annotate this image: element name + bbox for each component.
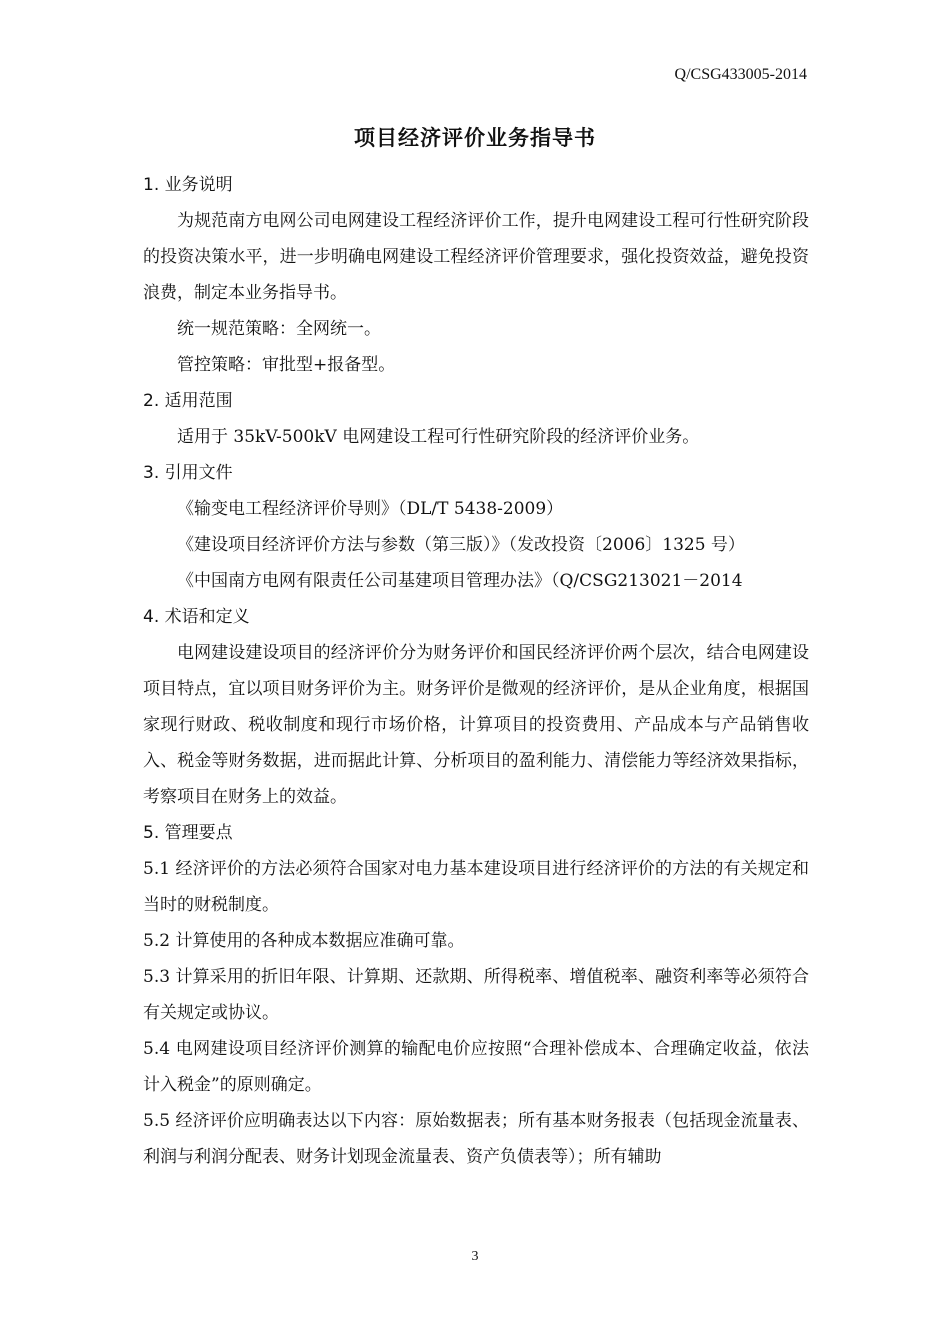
- document-body: [143, 167, 809, 1175]
- paragraph: 适用于 35kV-500kV 电网建设工程可行性研究阶段的经济评价业务。: [177, 427, 700, 447]
- paragraph: 统一规范策略：全网统一。: [177, 319, 381, 339]
- list-item: 5.4 电网建设项目经济评价测算的输配电价应按照“合理补偿成本、合理确定收益，依法计入税金”的原则确定。: [143, 1039, 809, 1095]
- page-number: 3: [471, 1249, 479, 1264]
- paragraph: 管控策略：审批型+报备型。: [177, 355, 396, 375]
- reference-item: 《建设项目经济评价方法与参数（第三版）》（发改投资〔2006〕1325 号）: [177, 535, 745, 555]
- reference-item: 《输变电工程经济评价导则》（DL/T 5438-2009）: [177, 499, 564, 519]
- paragraph: 为规范南方电网公司电网建设工程经济评价工作，提升电网建设工程可行性研究阶段的投资决策水平，进一步明确电网建设工程经济评价管理要求，强化投资效益，避免投资浪费，制定本业务指导书。: [143, 211, 809, 303]
- list-item: 5.1 经济评价的方法必须符合国家对电力基本建设项目进行经济评价的方法的有关规定和当时的财税制度。: [143, 859, 809, 915]
- list-item: 5.2 计算使用的各种成本数据应准确可靠。: [143, 931, 465, 951]
- list-item: 5.5 经济评价应明确表达以下内容：原始数据表；所有基本财务报表（包括现金流量表、利润与利润分配表、财务计划现金流量表、资产负债表等）；所有辅助: [143, 1111, 809, 1167]
- section-heading-5: 5. 管理要点: [143, 823, 233, 843]
- document-code: Q/CSG433005-2014: [674, 66, 807, 83]
- reference-item: 《中国南方电网有限责任公司基建项目管理办法》（Q/CSG213021－2014: [177, 571, 743, 591]
- section-heading-3: 3. 引用文件: [143, 463, 233, 483]
- section-heading-4: 4. 术语和定义: [143, 607, 250, 627]
- list-item: 5.3 计算采用的折旧年限、计算期、还款期、所得税率、增值税率、融资利率等必须符合有关规定或协议。: [143, 967, 809, 1023]
- document-title: 项目经济评价业务指导书: [354, 126, 596, 150]
- paragraph: 电网建设建设项目的经济评价分为财务评价和国民经济评价两个层次，结合电网建设项目特点，宜以项目财务评价为主。财务评价是微观的经济评价，是从企业角度，根据国家现行财政、税收制度和现行市场价格，计算项目的投资费用、产品成本与产品销售收入、税金等财务数据，进而据此计算、分析项目的盈利能力、清偿能力等经济效果指标，考察项目在财务上的效益。: [143, 643, 809, 807]
- section-heading-2: 2. 适用范围: [143, 391, 233, 411]
- section-heading-1: 1. 业务说明: [143, 175, 233, 195]
